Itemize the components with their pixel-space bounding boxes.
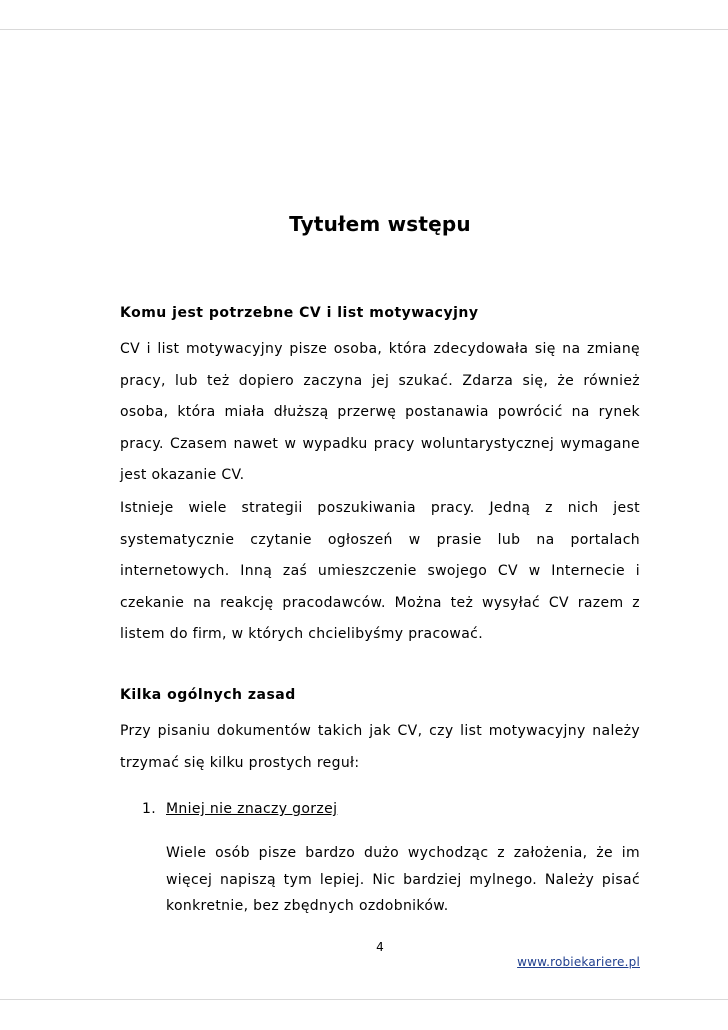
page-number: 4 [376,940,384,954]
section-heading-general-rules: Kilka ogólnych zasad [120,687,296,703]
list-item-title: Mniej nie znaczy gorzej [166,801,338,817]
page-title: Tytułem wstępu [289,212,471,236]
list-item-description: Wiele osób pisze bardzo dużo wychodząc z założenia, że im więcej napiszą tym lepiej. Nic bardziej mylnego. Należy pisać konkretnie, bez zbędnych ozdobników. [166,845,640,914]
paragraph-job-search-strategies: Istnieje wiele strategii poszukiwania pracy. Jedną z nich jest systematycznie czytanie ogłoszeń w prasie lub na portalach internetowych. Inną zaś umieszczenie swojego CV w Internecie i czekanie na reakcję pracodawców. Można też wysyłać CV razem z listem do firm, w których chcielibyśmy pracować. [120,500,640,642]
list-item-number: 1. [142,801,157,817]
paragraph-rules-intro: Przy pisaniu dokumentów takich jak CV, czy list motywacyjny należy trzymać się kilku prostych reguł: [120,723,640,771]
page-top-edge [0,29,728,30]
paragraph-who-writes-cv: CV i list motywacyjny pisze osoba, która zdecydowała się na zmianę pracy, lub też dopiero zaczyna jej szukać. Zdarza się, że również osoba, która miała dłuższą przerwę postanawia powrócić na rynek pracy. Czasem nawet w wypadku pracy woluntarystycznej wymagane jest okazanie CV. [120,341,640,483]
page-bottom-edge [0,999,728,1000]
section-heading-who-needs-cv: Komu jest potrzebne CV i list motywacyjny [120,305,479,321]
footer-website-link[interactable]: www.robiekariere.pl [517,955,640,969]
list-item-rule-1 [142,801,337,817]
